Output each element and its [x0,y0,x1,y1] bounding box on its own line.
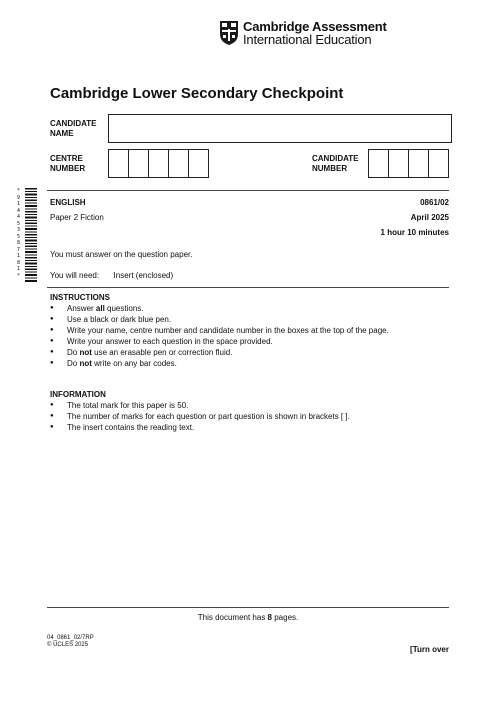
instructions-list [50,303,450,369]
candidate-number-cell[interactable] [368,149,389,178]
centre-number-cell[interactable] [108,149,129,178]
logo-line-1: Cambridge Assessment [243,19,387,34]
information-item: ● The number of marks for each question or part question is shown in brackets [ ]. [50,411,450,422]
barcode-icon [25,188,37,282]
candidate-number-cell[interactable] [388,149,409,178]
candidate-name-label: CANDIDATE NAME [50,119,97,138]
page-count-note: This document has 8 pages. [197,613,299,622]
footer-code: 04_0861_02/7RP [47,635,94,641]
information-list [50,400,450,433]
barcode-text: * 9 1 4 4 5 3 5 8 7 1 8 1 * [16,188,20,279]
candidate-number-cell[interactable] [428,149,449,178]
candidate-number-boxes[interactable] [369,149,449,178]
turn-over: [Turn over [410,645,449,654]
instruction-item: ● Write your name, centre number and candidate number in the boxes at the top of the page. [50,325,450,336]
information-item: ● The insert contains the reading text. [50,422,450,433]
exam-duration: 1 hour 10 minutes [380,228,449,237]
information-item: ● The total mark for this paper is 50. [50,400,450,411]
you-will-need [50,270,173,281]
exam-date: April 2025 [410,213,449,222]
centre-number-cell[interactable] [168,149,189,178]
instructions-heading: INSTRUCTIONS [50,293,110,302]
candidate-number-cell[interactable] [408,149,429,178]
centre-number-boxes[interactable] [109,149,209,178]
paper-name: Paper 2 Fiction [50,213,104,222]
candidate-name-box[interactable] [108,114,452,143]
crest-icon [219,20,239,46]
candidate-number-label: CANDIDATE NUMBER [312,154,359,173]
instruction-item: ● Use a black or dark blue pen. [50,314,450,325]
subject: ENGLISH [50,198,86,207]
centre-number-label: CENTRE NUMBER [50,154,86,173]
centre-number-cell[interactable] [188,149,209,178]
divider [47,287,449,288]
footer-divider [47,607,449,608]
centre-number-cell[interactable] [128,149,149,178]
centre-number-cell[interactable] [148,149,169,178]
logo-line-2: International Education [243,32,372,47]
need-value: Insert (enclosed) [113,271,174,280]
instruction-item: ● Do not use an erasable pen or correction fluid. [50,347,450,358]
cambridge-logo [219,20,387,46]
information-heading: INFORMATION [50,390,106,399]
instruction-item: ● Do not write on any bar codes. [50,358,450,369]
must-answer-note: You must answer on the question paper. [50,250,193,259]
instruction-item: ● Write your answer to each question in the space provided. [50,336,450,347]
need-label: You will need: [50,271,100,280]
page-title: Cambridge Lower Secondary Checkpoint [50,85,344,102]
footer-copyright: © UCLES 2025 [47,642,89,648]
instruction-item: ● Answer all questions. [50,303,450,314]
divider [47,190,449,191]
paper-code: 0861/02 [420,198,449,207]
